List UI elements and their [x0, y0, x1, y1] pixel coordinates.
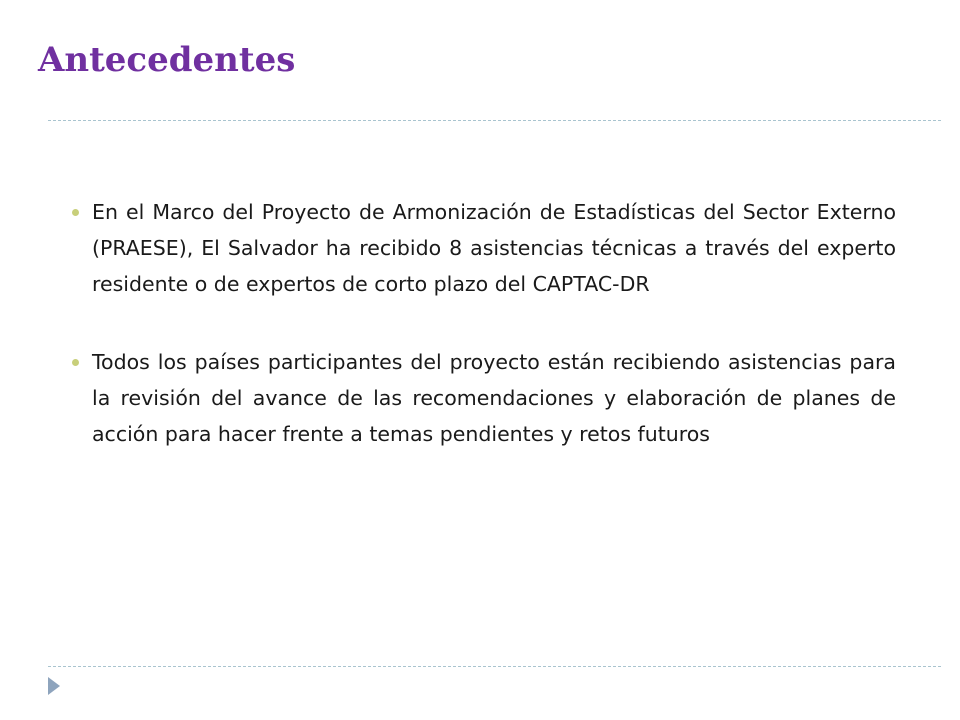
bullet-list — [72, 194, 896, 494]
bullet-dot-icon — [72, 359, 79, 366]
bullet-text: Todos los países participantes del proyecto están recibiendo asistencias para la revisión del avance de las recomendaciones y elaboración de planes de acción para hacer frente a temas pendientes y retos futuros — [92, 350, 896, 446]
bullet-item — [72, 194, 896, 302]
title-divider — [48, 120, 941, 121]
play-arrow-icon[interactable] — [47, 676, 61, 696]
bullet-dot-icon — [72, 209, 79, 216]
footer-divider — [48, 666, 941, 667]
bullet-text: En el Marco del Proyecto de Armonización de Estadísticas del Sector Externo (PRAESE), El Salvador ha recibido 8 asistencias técnicas a través del experto residente o de expertos de corto plazo del CAPTAC-DR — [92, 200, 896, 296]
bullet-item — [72, 344, 896, 452]
slide-title: Antecedentes — [38, 40, 296, 80]
